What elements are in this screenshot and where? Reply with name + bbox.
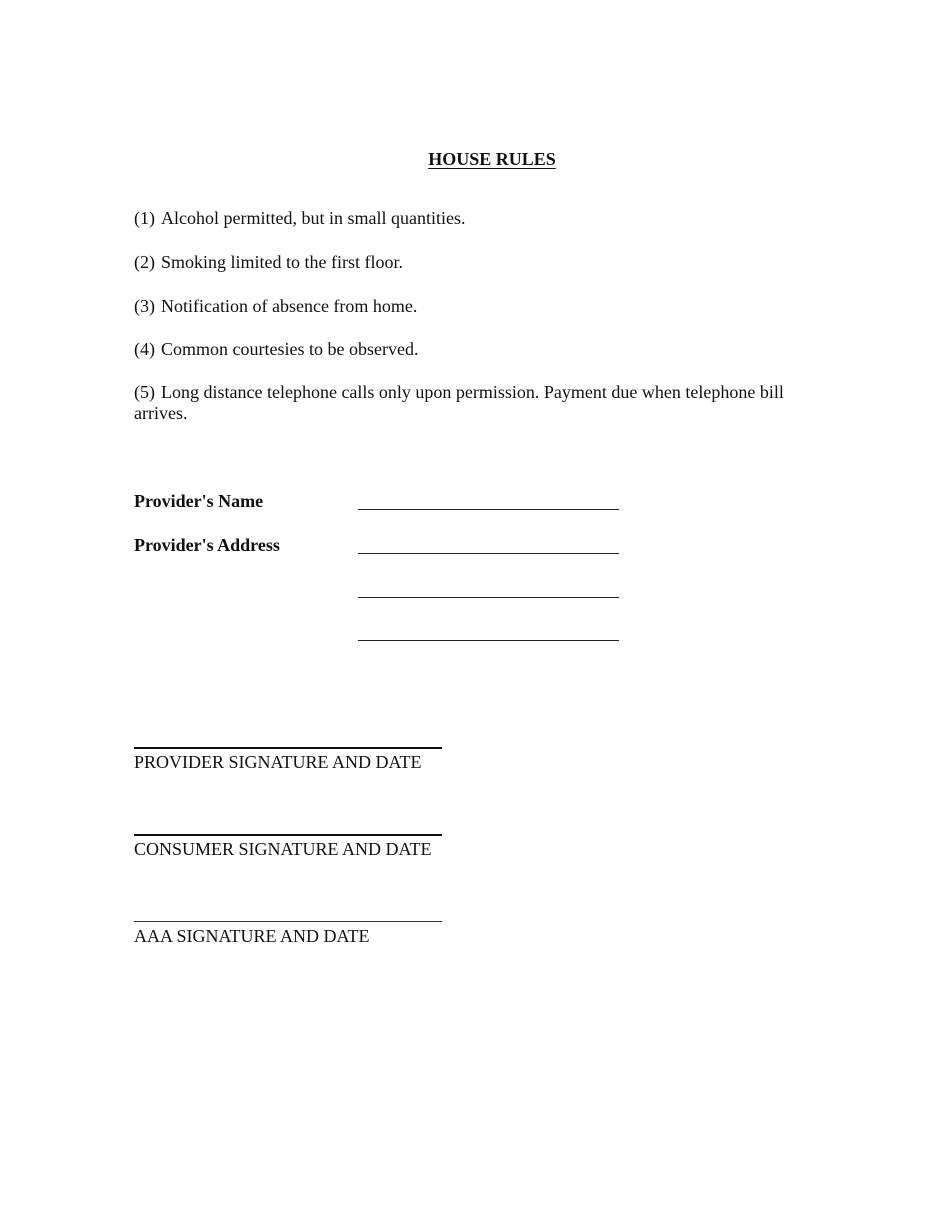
rule-item-2 [134, 252, 824, 273]
provider-name-label: Provider's Name [134, 491, 264, 511]
provider-name-blank[interactable] [358, 509, 619, 510]
rule-text: Smoking limited to the first floor. [161, 252, 403, 272]
provider-address-blank-3[interactable] [358, 640, 619, 641]
rule-item-3 [134, 296, 824, 317]
provider-signature-label: PROVIDER SIGNATURE AND DATE [134, 752, 422, 772]
rule-number: (3) [134, 296, 155, 316]
document-title: HOUSE RULES [428, 149, 556, 169]
rule-text: Notification of absence from home. [161, 296, 418, 316]
provider-address-blank-1[interactable] [358, 553, 619, 554]
aaa-signature-label: AAA SIGNATURE AND DATE [134, 926, 370, 946]
rule-text: Common courtesies to be observed. [161, 339, 419, 359]
rule-number: (2) [134, 252, 155, 272]
rule-item-5 [134, 382, 824, 424]
rule-text: Alcohol permitted, but in small quantities. [161, 208, 466, 228]
rule-item-4 [134, 339, 824, 360]
consumer-signature-label: CONSUMER SIGNATURE AND DATE [134, 839, 432, 859]
consumer-signature-line[interactable] [134, 834, 442, 836]
aaa-signature-line[interactable] [134, 921, 442, 922]
rule-number: (4) [134, 339, 155, 359]
rule-number: (5) [134, 382, 155, 402]
rule-text: Long distance telephone calls only upon permission. Payment due when telephone bill arrives. [134, 382, 784, 423]
provider-address-blank-2[interactable] [358, 597, 619, 598]
provider-address-label: Provider's Address [134, 535, 280, 555]
rule-number: (1) [134, 208, 155, 228]
provider-signature-line[interactable] [134, 747, 442, 749]
rule-item-1 [134, 208, 824, 229]
